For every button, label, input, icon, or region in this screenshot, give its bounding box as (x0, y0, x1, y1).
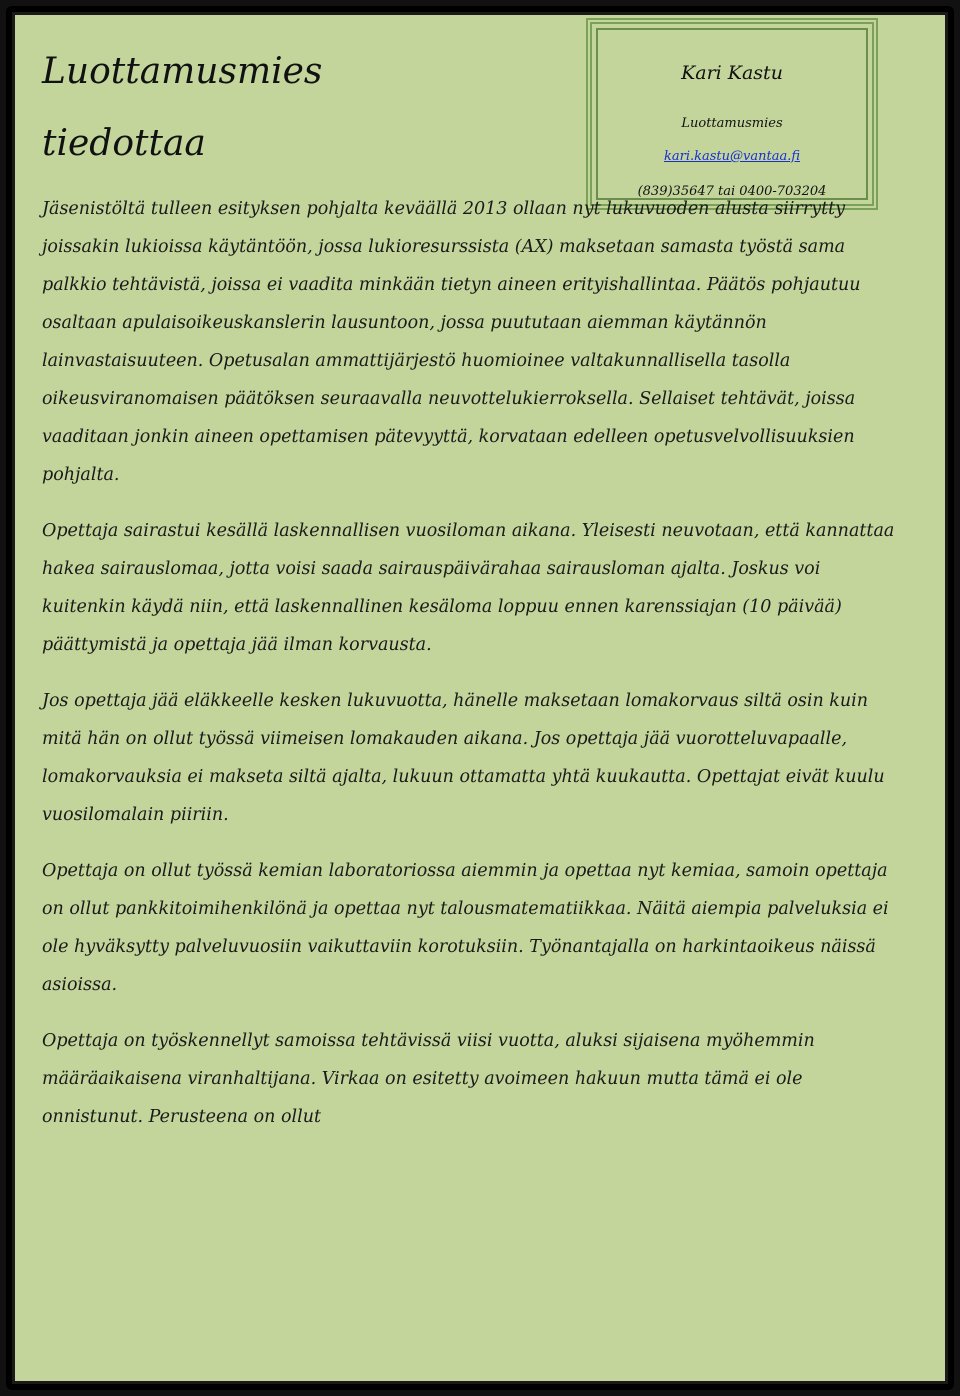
article-body (42, 190, 898, 1154)
paragraph: Jäsenistöltä tulleen esityksen pohjalta keväällä 2013 ollaan nyt lukuvuoden alusta siirrytty joissakin lukioissa käytäntöön, jossa lukioresurssista (AX) maksetaan samasta työstä sama palkkio tehtävistä, joissa ei vaadita minkään tietyn aineen erityishallintaa. Päätös pohjautuu osaltaan apulaisoikeuskanslerin lausuntoon, jossa puututaan aiemman käytännön lainvastaisuuteen. Opetusalan ammattijärjestö huomioinee valtakunnallisella tasolla oikeusviranomaisen päätöksen seuraavalla neuvottelukierroksella. Sellaiset tehtävät, joissa vaaditaan jonkin aineen opettamisen pätevyyttä, korvataan edelleen opetusvelvollisuuksien pohjalta. (42, 199, 861, 485)
page-title (42, 36, 562, 180)
contact-email-link[interactable]: kari.kastu@vantaa.fi (663, 149, 801, 164)
paragraph: Jos opettaja jää eläkkeelle kesken lukuvuotta, hänelle maksetaan lomakorvaus siltä osin kuin mitä hän on ollut työssä viimeisen lomakauden aikana. Jos opettaja jää vuorotteluvapaalle, lomakorvauksia ei makseta siltä ajalta, lukuun ottamatta yhtä kuukautta. Opettajat eivät kuulu vuosilomalain piiriin. (42, 691, 885, 825)
contact-role: Luottamusmies (681, 116, 783, 131)
contact-name: Kari Kastu (681, 62, 783, 84)
title-line-1: Luottamusmies (42, 51, 323, 92)
title-line-2: tiedottaa (42, 123, 206, 164)
contact-phone: (839)35647 tai 0400-703204 (637, 184, 827, 199)
paragraph: Opettaja on työskennellyt samoissa tehtävissä viisi vuotta, aluksi sijaisena myöhemmin määräaikaisena viranhaltijana. Virkaa on esitetty avoimeen hakuun mutta tämä ei ole onnistunut. Perusteena on ollut (42, 1031, 815, 1127)
paragraph: Opettaja sairastui kesällä laskennallisen vuosiloman aikana. Yleisesti neuvotaan, että kannattaa hakea sairauslomaa, jotta voisi saada sairauspäivärahaa sairausloman ajalta. Joskus voi kuitenkin käydä niin, että laskennallinen kesäloma loppuu ennen karenssiajan (10 päivää) päättymistä ja opettaja jää ilman korvausta. (42, 521, 895, 655)
paragraph: Opettaja on ollut työssä kemian laboratoriossa aiemmin ja opettaa nyt kemiaa, samoin opettaja on ollut pankkitoimihenkilönä ja opettaa nyt talousmatematiikkaa. Näitä aiempia palveluksia ei ole hyväksytty palveluvuosiin vaikuttaviin korotuksiin. Työnantajalla on harkintaoikeus näissä asioissa. (42, 861, 889, 995)
contact-box (586, 18, 878, 210)
